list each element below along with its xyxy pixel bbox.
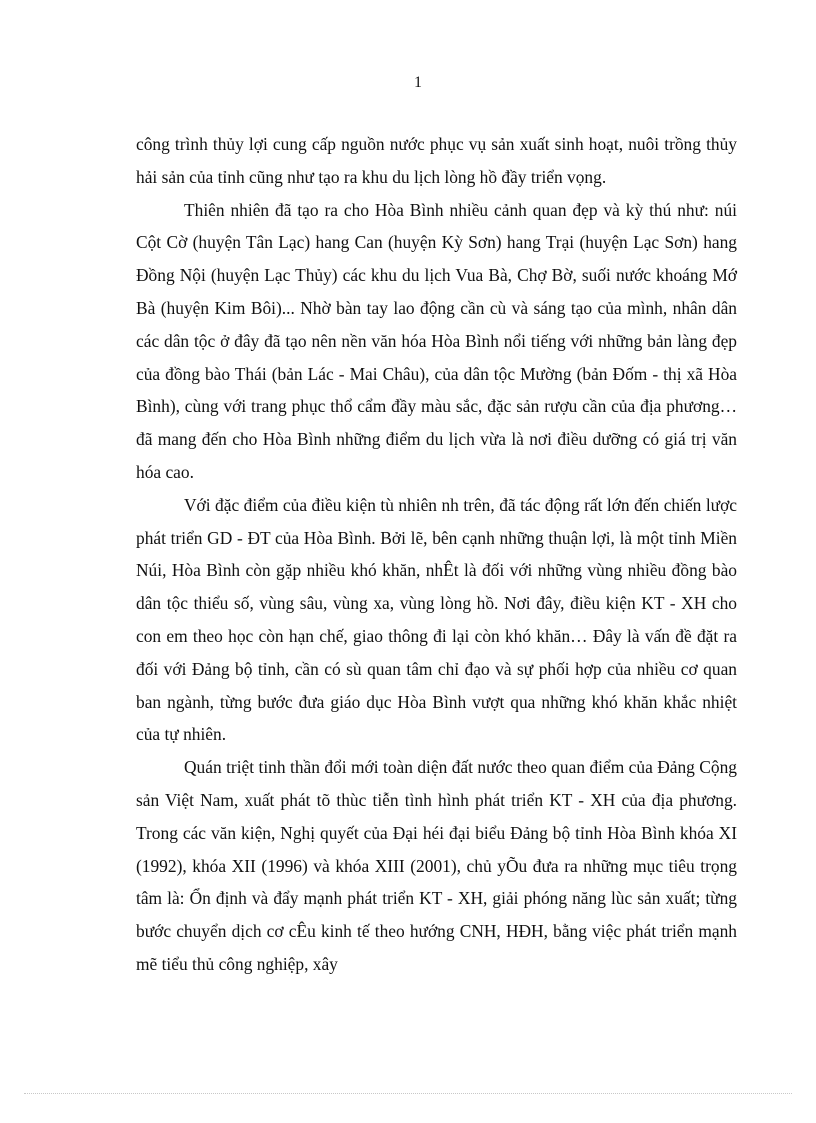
document-body	[136, 128, 737, 981]
paragraph-2: Thiên nhiên đã tạo ra cho Hòa Bình nhiều cảnh quan đẹp và kỳ thú như: núi Cột Cờ (huyện Tân Lạc) hang Can (huyện Kỳ Sơn) hang Trại (huyện Lạc Sơn) hang Đồng Nội (huyện Lạc Thủy) các khu du lịch Vua Bà, Chợ Bờ, suối nước khoáng Mớ Bà (huyện Kim Bôi)... Nhờ bàn tay lao động cần cù và sáng tạo của mình, nhân dân các dân tộc ở đây đã tạo nên nền văn hóa Hòa Bình nổi tiếng với những bản làng đẹp của đồng bào Thái (bản Lác - Mai Châu), của dân tộc Mường (bản Đốm - thị xã Hòa Bình), cùng với trang phục thổ cẩm đầy màu sắc, đặc sản rượu cần của địa phương… đã mang đến cho Hòa Bình những điểm du lịch vừa là nơi điều dưỡng có giá trị văn hóa cao.	[136, 199, 737, 482]
paragraph-3: Với đặc điểm của điều kiện tù nhiên nh trên, đã tác động rất lớn đến chiến lược phát triển GD - ĐT của Hòa Bình. Bởi lẽ, bên cạnh những thuận lợi, là một tỉnh Miền Núi, Hòa Bình còn gặp nhiều khó khăn, nhÊt là đối với những vùng nhiều đồng bào dân tộc thiểu số, vùng sâu, vùng xa, vùng lòng hồ. Nơi đây, điều kiện KT - XH cho con em theo học còn hạn chế, giao thông đi lại còn khó khăn… Đây là vấn đề đặt ra đối với Đảng bộ tỉnh, cần có sù quan tâm chỉ đạo và sự phối hợp của nhiều cơ quan ban ngành, từng bước đưa giáo dục Hòa Bình vượt qua những khó khăn khắc nhiệt của tự nhiên.	[136, 494, 737, 745]
page-bottom-divider	[24, 1093, 792, 1094]
paragraph-4: Quán triệt tinh thần đổi mới toàn diện đất nước theo quan điểm của Đảng Cộng sản Việt Nam, xuất phát tõ thùc tiễn tình hình phát triển KT - XH của địa phương. Trong các văn kiện, Nghị quyết của Đại héi đại biểu Đảng bộ tỉnh Hòa Bình khóa XI (1992), khóa XII (1996) và khóa XIII (2001), chủ yÕu đưa ra những mục tiêu trọng tâm là: Ổn định và đẩy mạnh phát triển KT - XH, giải phóng năng lùc sản xuất; từng bước chuyển dịch cơ cÊu kinh tế theo hướng CNH, HĐH, bằng việc phát triển mạnh mẽ tiểu thủ công nghiệp, xây	[136, 757, 737, 974]
paragraph-1: công trình thủy lợi cung cấp nguồn nước phục vụ sản xuất sinh hoạt, nuôi trồng thủy hải sản của tỉnh cũng như tạo ra khu du lịch lòng hồ đầy triển vọng.	[136, 134, 737, 187]
page-number: 1	[414, 74, 422, 91]
